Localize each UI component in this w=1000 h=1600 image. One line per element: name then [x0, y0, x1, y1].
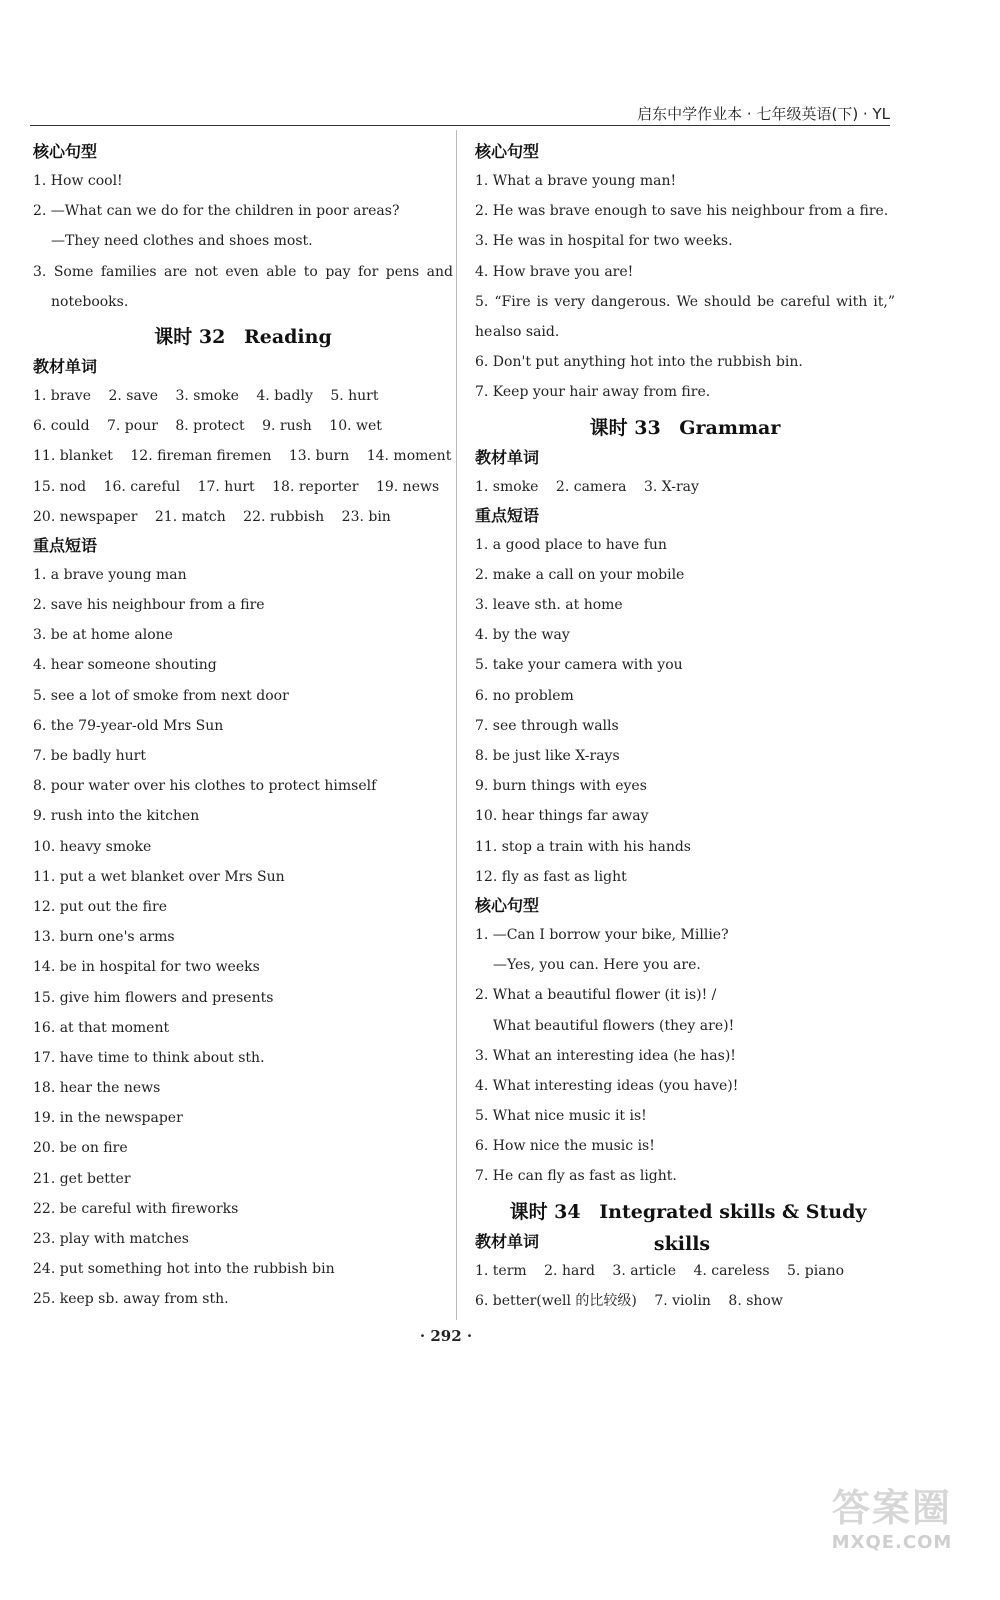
section-heading-core-sentences: 核心句型 [33, 142, 98, 161]
phrase-item: 14. be in hospital for two weeks [33, 959, 260, 976]
vocab-row [33, 472, 453, 502]
section-heading-core-sentences: 核心句型 [475, 142, 540, 161]
vocab-item: 12. fireman firemen [130, 448, 272, 465]
vocab-item: 3. X-ray [643, 478, 699, 495]
phrase-item: 16. at that moment [33, 1019, 170, 1036]
core-sentence: 1. What a brave young man! [475, 173, 677, 189]
vocab-row [33, 502, 453, 532]
vocab-item: 13. burn [288, 448, 350, 465]
lesson-label: 课时 34 [509, 1200, 581, 1223]
watermark [812, 1484, 972, 1564]
section-heading-key-phrases: 重点短语 [475, 505, 540, 525]
phrase-item: 22. be careful with fireworks [33, 1200, 239, 1217]
vocab-item: 23. bin [341, 508, 391, 525]
lesson-label: 课时 32 [154, 325, 226, 348]
page-number: · 292 · [419, 1327, 473, 1345]
core-sentence: 7. Keep your hair away from fire. [475, 384, 711, 401]
phrase-item: 21. get better [33, 1170, 131, 1187]
vocab-item: 15. nod [33, 478, 87, 495]
core-sentence: —Yes, you can. Here you are. [493, 957, 701, 974]
lesson-label: 课时 33 [589, 416, 661, 439]
vocab-item: 20. newspaper [33, 508, 138, 525]
vocab-item: 3. smoke [175, 387, 239, 404]
phrase-item: 10. hear things far away [475, 808, 649, 825]
lesson-name: Grammar [679, 416, 781, 439]
vocab-item: 21. match [154, 508, 226, 525]
vocab-item: 3. article [612, 1262, 676, 1279]
vocab-item: 4. careless [693, 1262, 770, 1279]
phrase-item: 1. a good place to have fun [475, 536, 667, 553]
phrase-item: 19. in the newspaper [33, 1110, 183, 1127]
column-divider [456, 130, 457, 1320]
vocab-item: 19. news [375, 478, 440, 495]
vocab-item: 10. wet [329, 418, 382, 435]
phrase-item: 1. a brave young man [33, 566, 187, 583]
core-sentence: 6. How nice the music is! [475, 1138, 655, 1155]
vocab-item: 4. badly [256, 387, 313, 404]
phrase-item: 25. keep sb. away from sth. [33, 1291, 229, 1308]
phrase-item: 17. have time to think about sth. [33, 1049, 265, 1066]
right-column [475, 138, 895, 1316]
core-sentence: 3. He was in hospital for two weeks. [475, 233, 733, 250]
core-sentence: 3. What an interesting idea (he has)! [475, 1047, 736, 1064]
phrase-item: 10. heavy smoke [33, 838, 152, 855]
vocab-row [33, 441, 453, 471]
vocab-row [475, 1256, 895, 1286]
phrase-item: 18. hear the news [33, 1080, 161, 1097]
phrase-item: 4. by the way [475, 627, 570, 644]
vocab-item: 6. better(well 的比较级) [475, 1292, 637, 1309]
phrase-item: 8. be just like X-rays [475, 748, 620, 764]
core-sentence: —They need clothes and shoes most. [51, 233, 313, 250]
left-column [33, 138, 453, 1315]
vocab-item: 6. could [33, 418, 90, 435]
core-sentence: What beautiful flowers (they are)! [493, 1017, 735, 1034]
core-sentence: 1. How cool! [33, 173, 123, 189]
core-sentence: 5. What nice music it is! [475, 1108, 647, 1125]
vocab-item: 2. camera [555, 478, 627, 495]
lesson-name: Reading [243, 325, 332, 348]
phrase-item: 6. the 79-year-old Mrs Sun [33, 717, 224, 734]
phrase-item: 5. see a lot of smoke from next door [33, 687, 289, 704]
section-heading-vocabulary: 教材单词 [33, 356, 98, 376]
phrase-item: 12. put out the fire [33, 898, 167, 915]
phrase-item: 24. put something hot into the rubbish bin [33, 1261, 335, 1278]
lesson-name: Integrated skills & Study skills [599, 1200, 867, 1255]
phrase-item: 2. save his neighbour from a fire [33, 597, 265, 614]
vocab-row [475, 472, 895, 502]
phrase-item: 7. be badly hurt [33, 748, 146, 764]
vocab-item: 18. reporter [272, 478, 359, 495]
core-sentence: notebooks. [51, 293, 129, 310]
core-sentence: 3. Some families are not even able to pay for pens and [33, 263, 453, 280]
phrase-item: 13. burn one's arms [33, 929, 175, 946]
phrase-item: 11. put a wet blanket over Mrs Sun [33, 868, 285, 885]
phrase-item: 23. play with matches [33, 1231, 189, 1247]
phrase-item: 7. see through walls [475, 717, 619, 734]
phrase-item: 12. fly as fast as light [475, 868, 627, 885]
vocab-row [33, 411, 453, 441]
watermark-logo: 答案圈 [831, 1486, 952, 1530]
header-rule [30, 125, 890, 126]
vocab-item: 1. brave [33, 387, 92, 404]
core-sentence: 5. “Fire is very dangerous. We should be careful with it,” he [475, 293, 895, 340]
phrase-item: 9. burn things with eyes [475, 778, 647, 795]
vocab-item: 16. careful [103, 478, 181, 495]
watermark-url: MXQE.COM [831, 1532, 953, 1553]
vocab-item: 9. rush [262, 418, 312, 435]
vocab-item: 7. violin [654, 1292, 711, 1309]
core-sentence: 2. He was brave enough to save his neighbour from a fire. [475, 203, 889, 220]
vocab-item: 2. save [108, 387, 159, 404]
lesson-32-title [33, 321, 453, 353]
vocab-item: 2. hard [544, 1262, 595, 1279]
vocab-row [33, 381, 453, 411]
phrase-item: 5. take your camera with you [475, 657, 683, 674]
vocab-item: 8. show [728, 1292, 783, 1309]
section-heading-vocabulary: 教材单词 [475, 1231, 540, 1251]
core-sentence: 2. —What can we do for the children in poor areas? [33, 203, 400, 220]
vocab-item: 8. protect [175, 418, 245, 435]
section-heading-core-sentences: 核心句型 [475, 895, 540, 915]
phrase-item: 4. hear someone shouting [33, 657, 217, 674]
vocab-row [475, 1286, 895, 1316]
core-sentence: 2. What a beautiful flower (it is)! / [475, 987, 717, 1004]
core-sentence: 4. What interesting ideas (you have)! [475, 1077, 739, 1094]
vocab-item: 1. smoke [475, 478, 539, 495]
vocab-item: 22. rubbish [243, 508, 325, 525]
vocab-item: 17. hurt [197, 478, 255, 495]
phrase-item: 11. stop a train with his hands [475, 838, 691, 855]
section-heading-key-phrases: 重点短语 [33, 535, 98, 555]
core-sentence: 1. —Can I borrow your bike, Millie? [475, 926, 729, 943]
phrase-item: 2. make a call on your mobile [475, 566, 685, 583]
phrase-item: 9. rush into the kitchen [33, 808, 200, 825]
core-sentence: also said. [493, 323, 560, 340]
phrase-item: 3. be at home alone [33, 627, 173, 644]
phrase-item: 15. give him flowers and presents [33, 989, 274, 1006]
phrase-item: 3. leave sth. at home [475, 597, 623, 614]
core-sentence: 4. How brave you are! [475, 263, 634, 280]
core-sentence: 7. He can fly as fast as light. [475, 1168, 677, 1185]
phrase-item: 6. no problem [475, 687, 574, 704]
vocab-item: 11. blanket [33, 448, 113, 465]
vocab-item: 14. moment [366, 448, 452, 465]
phrase-item: 8. pour water over his clothes to protect himself [33, 778, 377, 795]
phrase-item: 20. be on fire [33, 1140, 128, 1157]
section-heading-vocabulary: 教材单词 [475, 447, 540, 467]
vocab-item: 7. pour [107, 418, 158, 435]
lesson-33-title [475, 412, 895, 444]
core-sentence: 6. Don't put anything hot into the rubbish bin. [475, 354, 803, 371]
vocab-item: 5. piano [787, 1262, 845, 1279]
running-header: 启东中学作业本 · 七年级英语(下) · YL [637, 105, 890, 123]
vocab-item: 5. hurt [330, 387, 379, 404]
vocab-item: 1. term [475, 1262, 527, 1279]
